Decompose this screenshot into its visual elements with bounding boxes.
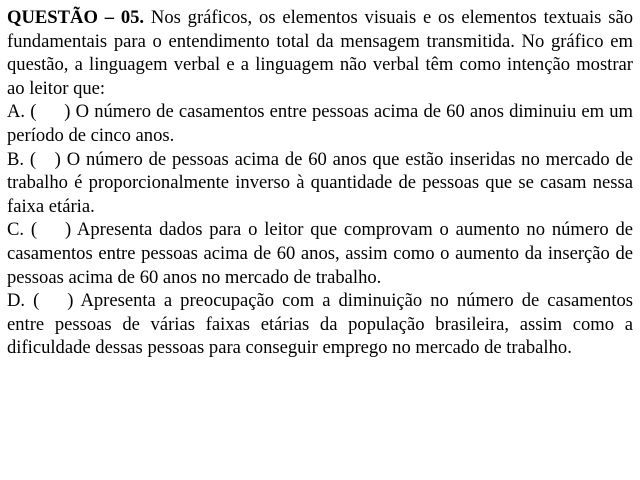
option-a-text: O número de casamentos entre pessoas acima de 60 anos diminuiu em um período de cinco anos.: [7, 101, 633, 146]
question-stem-paragraph: [7, 6, 633, 100]
option-d[interactable]: [7, 289, 633, 360]
option-d-marker[interactable]: D. ( ): [7, 290, 74, 312]
option-a[interactable]: [7, 100, 633, 147]
option-c[interactable]: [7, 218, 633, 289]
question-stem-text: Nos gráficos, os elementos visuais e os elementos textuais são fundamentais para o entendimento total da mensagem transmitida. No gráfico em questão, a linguagem verbal e a linguagem não verbal têm como intenção mostrar ao leitor que:: [7, 7, 633, 99]
option-d-text: Apresenta a preocupação com a diminuição no número de casamentos entre pessoas de várias faixas etárias da população brasileira, assim como a dificuldade dessas pessoas para conseguir emprego no mercado de trabalho.: [7, 290, 634, 359]
option-b[interactable]: [7, 148, 633, 219]
option-c-text: Apresenta dados para o leitor que comprovam o aumento no número de casamentos entre pessoas acima de 60 anos, assim como o aumento da inserção de pessoas acima de 60 anos no mercado de trabalho.: [7, 219, 633, 288]
option-b-text: O número de pessoas acima de 60 anos que estão inseridas no mercado de trabalho é proporcionalmente inverso à quantidade de pessoas que se casam nessa faixa etária.: [7, 148, 633, 217]
option-b-marker[interactable]: B. ( ): [7, 148, 61, 170]
question-label: QUESTÃO – 05.: [7, 7, 145, 28]
option-c-marker[interactable]: C. ( ): [7, 219, 72, 241]
option-a-marker[interactable]: A. ( ): [7, 101, 71, 123]
